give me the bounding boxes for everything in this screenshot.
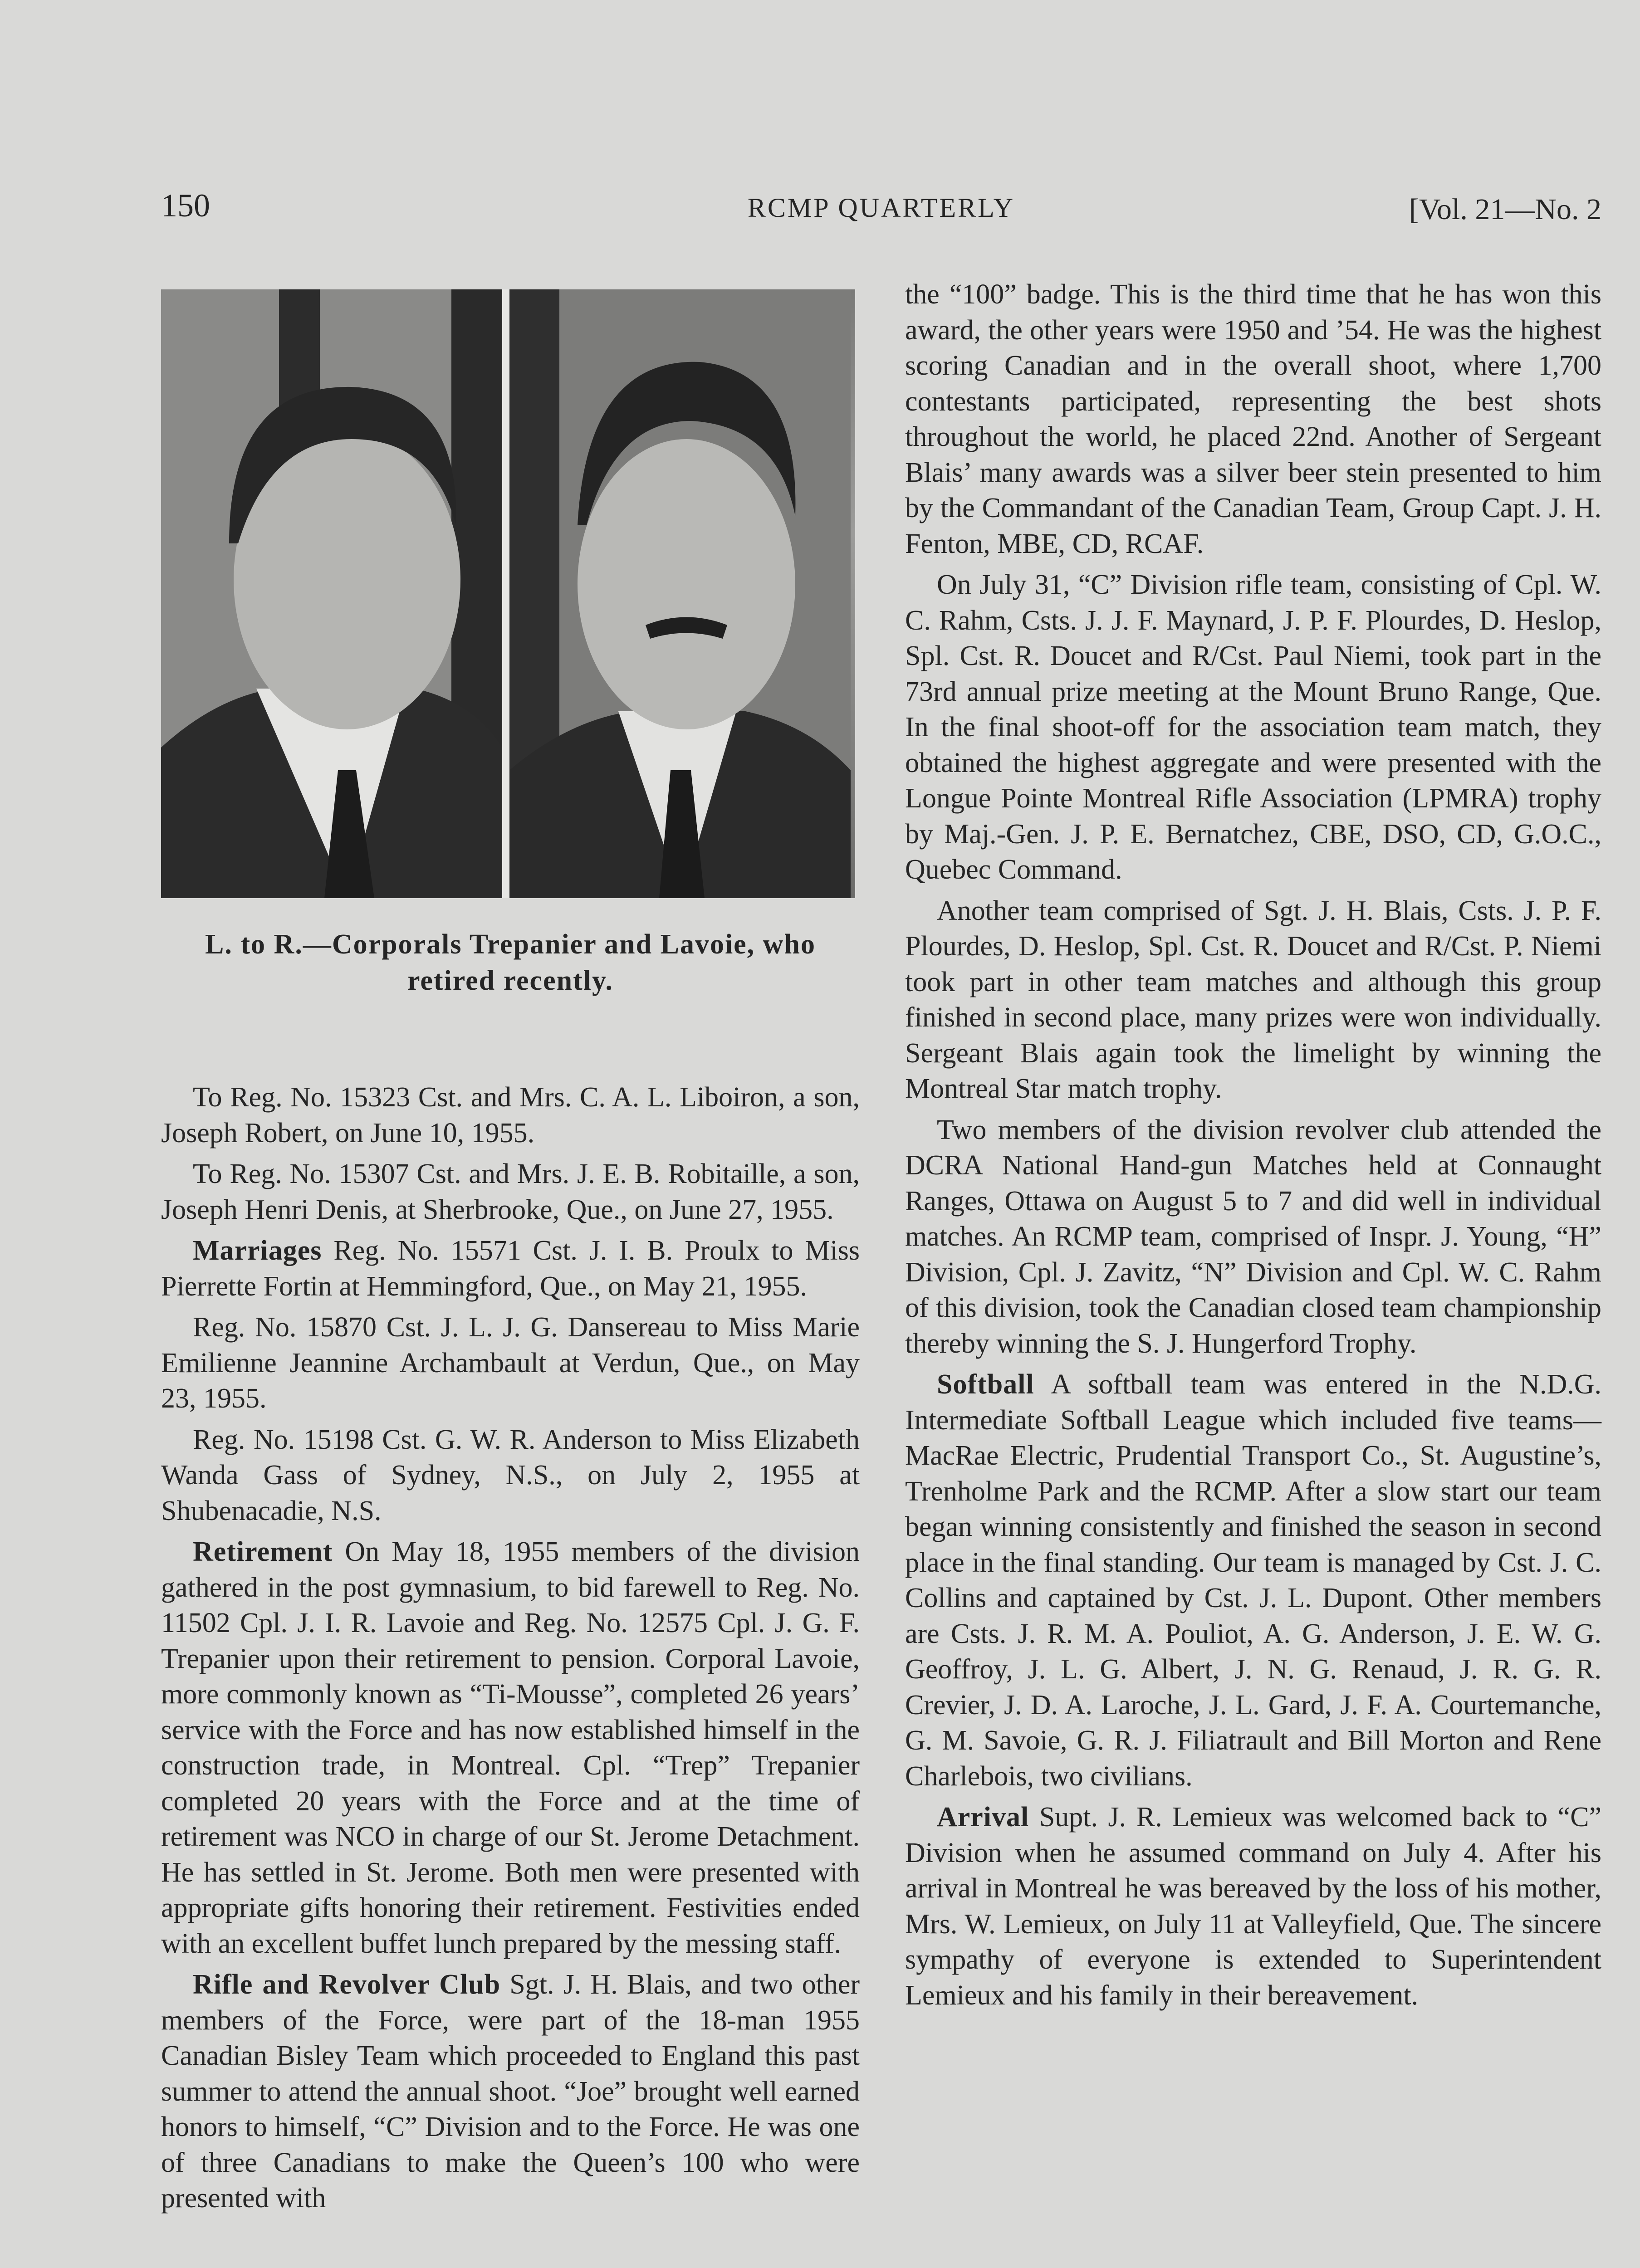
retirement-heading: Retirement [193,1536,333,1567]
page-number: 150 [161,187,210,224]
revolver-club-paragraph [905,1112,1601,1362]
paragraph-text: On July 31, “C” Division rifle team, consisting of Cpl. W. C. Rahm, Csts. J. J. F. Maynard, J. P. F. Plourdes, D. Heslop, Spl. Cst. R. Doucet and R/Cst. Paul Niemi, took part in the 73rd annual prize meeting at the Mount Bruno Range, Que. In the final shoot-off for the association team match, they obtained the highest aggregate and were presented with the Longue Pointe Montreal Rifle Association (LPMRA) trophy by Maj.-Gen. J. P. E. Bernatchez, CBE, DSO, CD, G.O.C., Quebec Command. [905,569,1601,885]
softball-section [905,1367,1601,1794]
second-team-paragraph [905,893,1601,1107]
birth-notice [161,1156,860,1227]
retirement-section [161,1534,860,1961]
right-column-text [905,277,1601,2013]
volume-issue: [Vol. 21—No. 2 [1409,193,1601,226]
paragraph-text: To Reg. No. 15307 Cst. and Mrs. J. E. B. Robitaille, a son, Joseph Henri Denis, at Sherbrooke, Que., on June 27, 1955. [161,1158,860,1225]
paragraph-text: On May 18, 1955 members of the division gathered in the post gymnasium, to bid farewell to Reg. No. 11502 Cpl. J. I. R. Lavoie and Reg. No. 12575 Cpl. J. G. F. Trepanier upon their retirement to pension. Corporal Lavoie, more commonly known as “Ti-Mousse”, completed 26 years’ service with the Force and has now established himself in the construction trade, in Montreal. Cpl. “Trep” Trepanier completed 20 years with the Force and at the time of retirement was NCO in charge of our St. Jerome Detachment. He has settled in St. Jerome. Both men were presented with appropriate gifts honoring their retirement. Festivities ended with an excellent buffet lunch prepared by the messing staff. [161,1536,860,1959]
rifle-club-section [161,1967,860,2216]
arrival-section [905,1799,1601,2013]
softball-heading: Softball [937,1369,1034,1400]
rifle-team-paragraph [905,567,1601,888]
paragraph-text: Another team comprised of Sgt. J. H. Blais, Csts. J. P. F. Plourdes, D. Heslop, Spl. Cst. R. Doucet and R/Cst. P. Niemi took part in other team matches and although this group finished in second place, many prizes were won individually. Sergeant Blais again took the limelight by winning the Montreal Star match trophy. [905,895,1601,1104]
portrait-photo [161,289,855,898]
left-column [161,277,860,2222]
right-column [905,277,1601,2019]
running-title: RCMP QUARTERLY [747,193,1015,223]
rifle-revolver-heading: Rifle and Revolver Club [193,1969,501,2000]
paragraph-text: Reg. No. 15571 Cst. J. I. B. Proulx to Miss Pierrette Fortin at Hemmingford, Que., on May 21, 1955. [161,1235,860,1302]
paragraph-text: Sgt. J. H. Blais, and two other members of the Force, were part of the 18-man 1955 Canadian Bisley Team which proceeded to England this past summer to attend the annual shoot. “Joe” brought well earned honors to himself, “C” Division and to the Force. He was one of three Canadians to make the Queen’s 100 who were presented with [161,1969,860,2214]
arrival-heading: Arrival [937,1802,1029,1833]
marriages-heading: Marriages [193,1235,322,1266]
paragraph-text: Supt. J. R. Lemieux was welcomed back to “C” Division when he assumed command on July 4. After his arrival in Montreal he was bereaved by the loss of his mother, Mrs. W. Lemieux, on July 11 at Valleyfield, Que. The sincere sympathy of everyone is extended to Superintendent Lemieux and his family in their bereavement. [905,1802,1602,2011]
photo-caption: L. to R.—Corporals Trepanier and Lavoie, who retired recently. [205,929,816,996]
paragraph-text: Two members of the division revolver club attended the DCRA National Hand-gun Matches held at Connaught Ranges, Ottawa on August 5 to 7 and did well in individual matches. An RCMP team, comprised of Inspr. J. Young, “H” Division, Cpl. J. Zavitz, “N” Division and Cpl. W. C. Rahm of this division, took the Canadian closed team championship thereby winning the S. J. Hungerford Trophy. [905,1114,1601,1359]
paragraph-text: the “100” badge. This is the third time that he has won this award, the other years were 1950 and ’54. He was the highest scoring Canadian and in the overall shoot, where 1,700 contestants participated, representing the best shots throughout the world, he placed 22nd. Another of Sergeant Blais’ many awards was a silver beer stein presented to him by the Commandant of the Canadian Team, Group Capt. J. H. Fenton, MBE, CD, RCAF. [905,279,1601,559]
paragraph-text: Reg. No. 15198 Cst. G. W. R. Anderson to Miss Elizabeth Wanda Gass of Sydney, N.S., on July 2, 1955 at Shubenacadie, N.S. [161,1424,860,1526]
page-header [161,187,1601,237]
marriage-notice [161,1422,860,1529]
marriage-notice [161,1310,860,1417]
birth-notice [161,1080,860,1151]
bisley-continuation [905,277,1601,562]
left-column-text [161,1080,860,2216]
paragraph-text: To Reg. No. 15323 Cst. and Mrs. C. A. L. Liboiron, a son, Joseph Robert, on June 10, 1955. [161,1082,860,1149]
photo-divider [502,289,509,898]
paragraph-text: Reg. No. 15870 Cst. J. L. J. G. Dansereau to Miss Marie Emilienne Jeannine Archambault at Verdun, Que., on May 23, 1955. [161,1312,860,1414]
marriage-notice [161,1233,860,1304]
paragraph-text: A softball team was entered in the N.D.G. Intermediate Softball League which included five teams—MacRae Electric, Prudential Transport Co., St. Augustine’s, Trenholme Park and the RCMP. After a slow start our team began winning consistently and finished the season in second place in the final standing. Our team is managed by Cst. J. C. Collins and captained by Cst. J. L. Dupont. Other members are Csts. J. R. M. A. Pouliot, A. G. Anderson, J. E. W. G. Geoffroy, J. L. G. Albert, J. N. G. Renaud, J. R. G. R. Crevier, J. D. A. Laroche, J. L. Gard, J. F. A. Courtemanche, G. M. Savoie, G. R. J. Filiatrault and Bill Morton and Rene Charlebois, two civilians. [905,1369,1601,1792]
portrait-trepanier [161,289,502,898]
portrait-lavoie [509,289,851,898]
